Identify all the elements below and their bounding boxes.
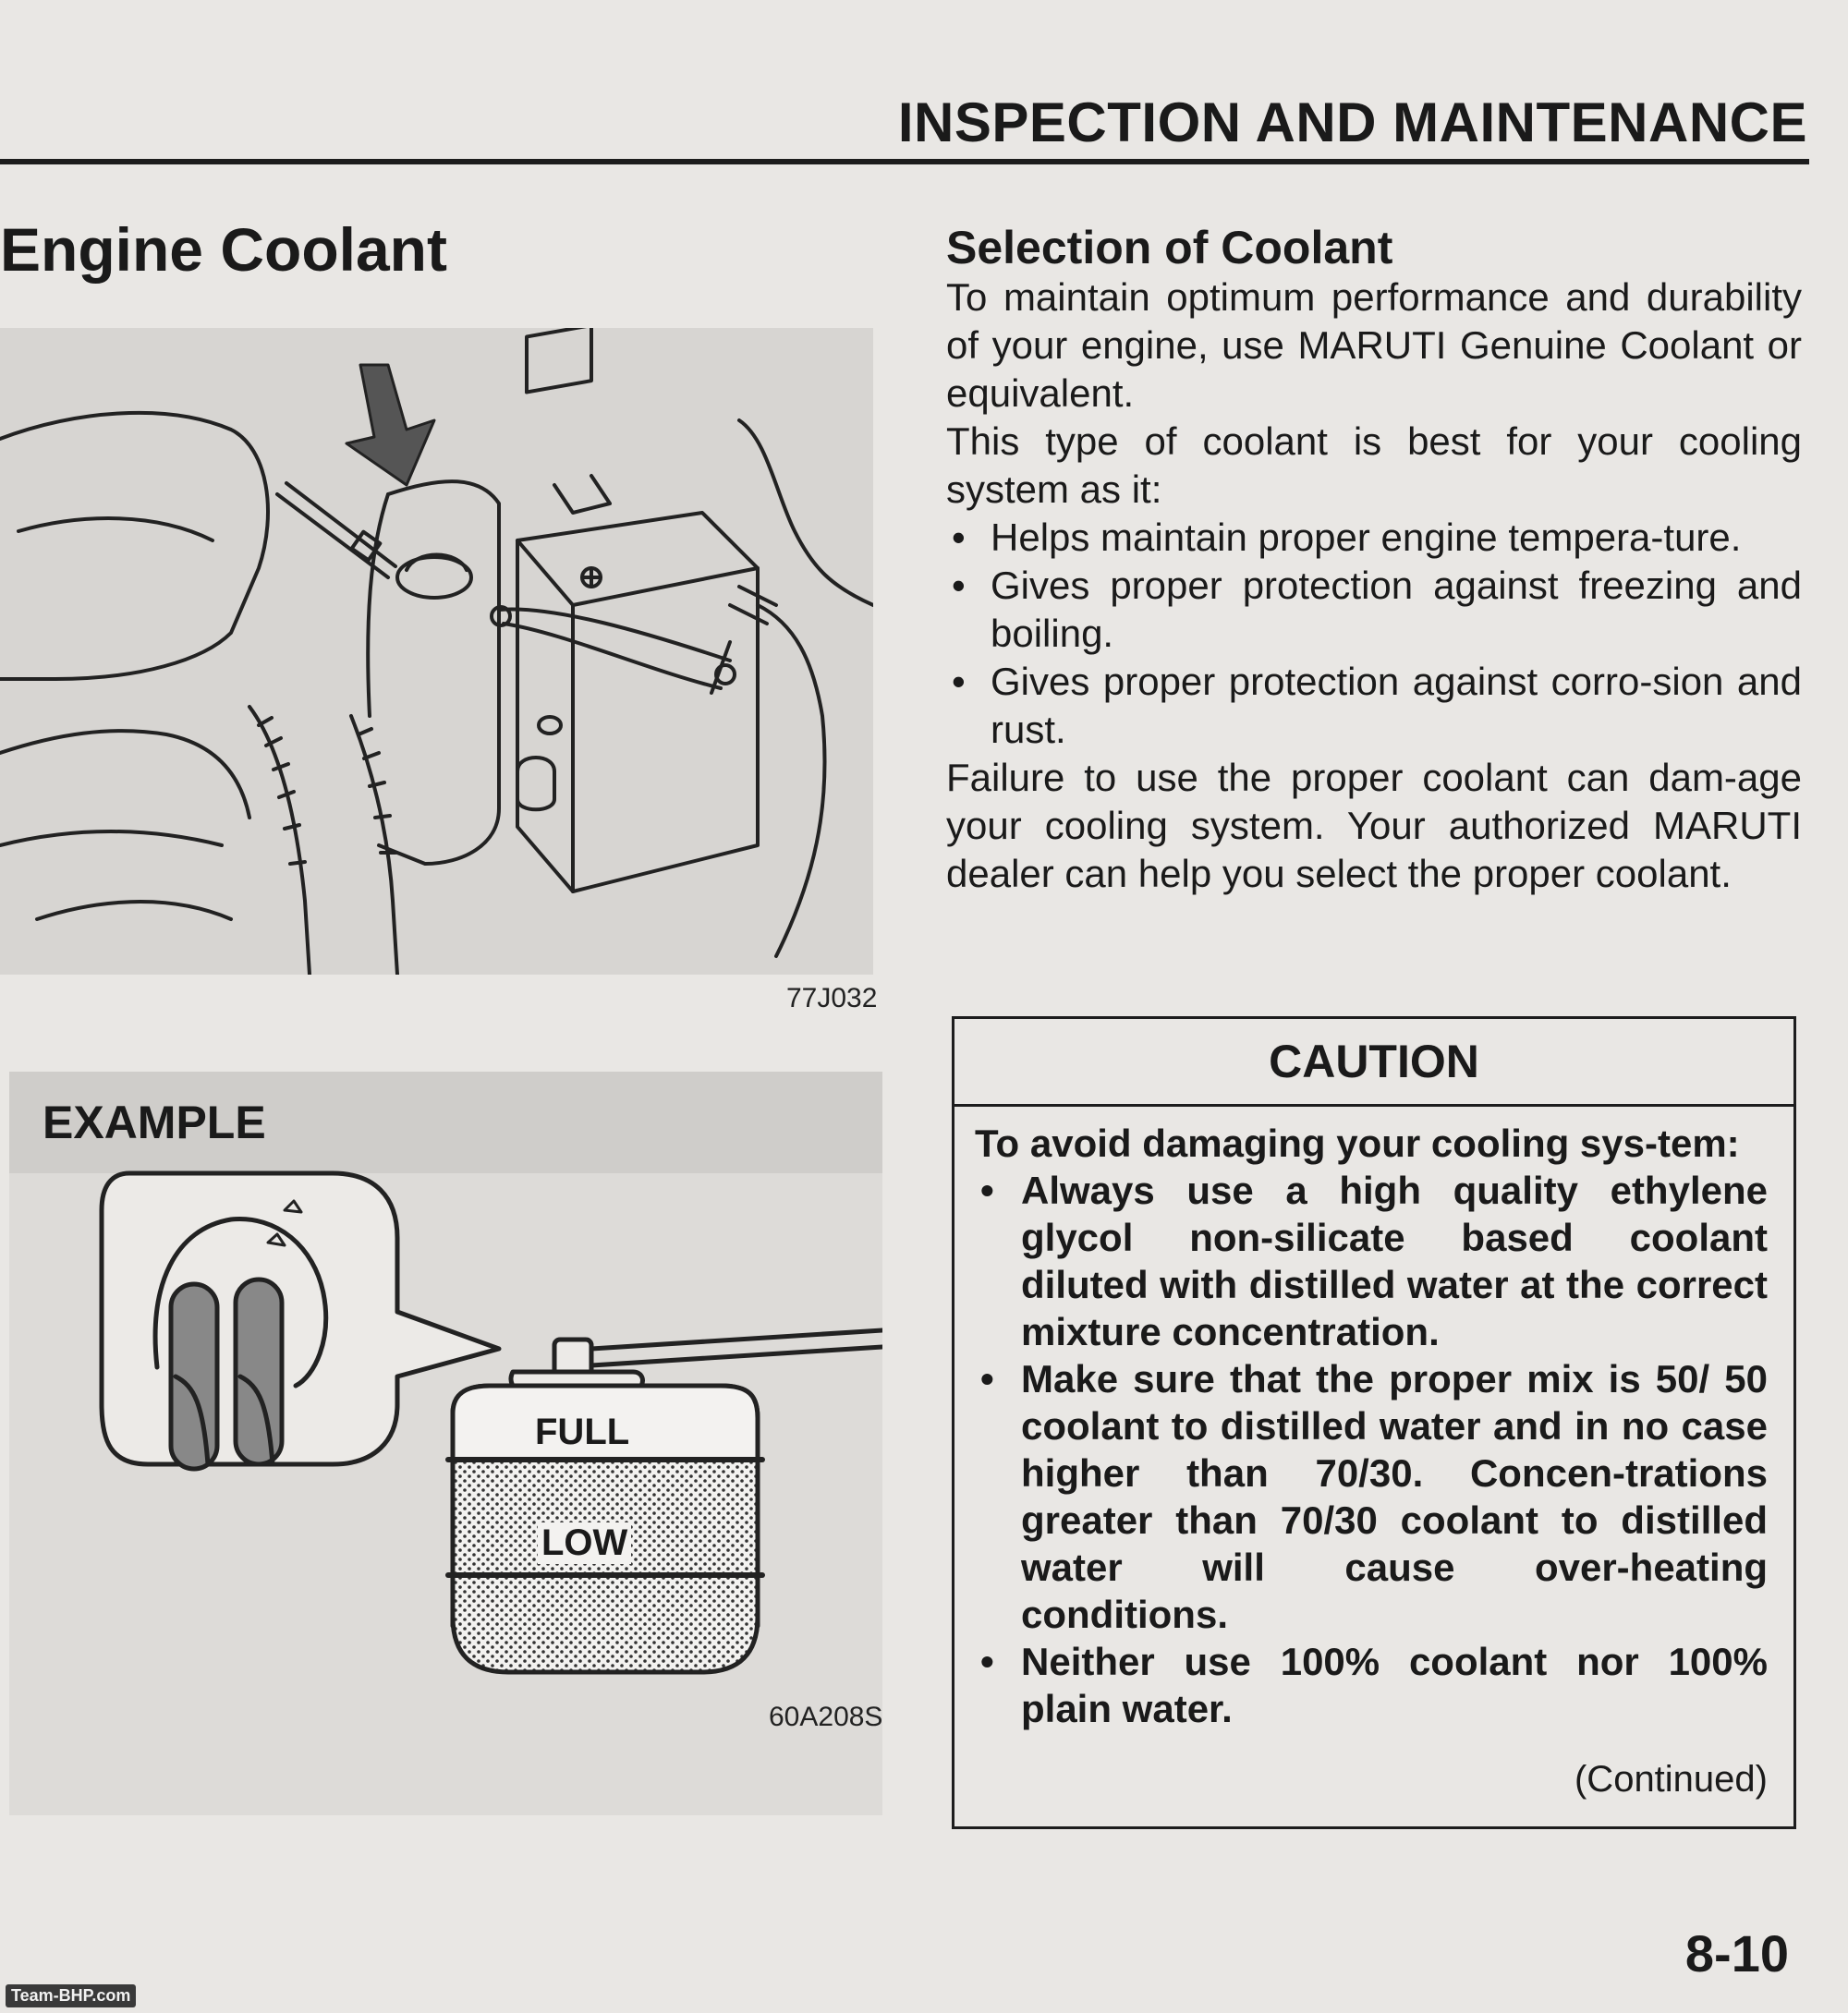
coolant-type-paragraph: This type of coolant is best for your cooling system as it: — [946, 419, 1802, 511]
low-level-label: LOW — [538, 1522, 631, 1564]
caution-box — [952, 1016, 1796, 1829]
full-level-label: FULL — [531, 1412, 633, 1453]
list-item: • Always use a high quality ethylene glycol non-silicate based coolant diluted with distilled water at the correct mixture concentration. — [975, 1167, 1768, 1355]
list-item: • Neither use 100% coolant nor 100% plain water. — [975, 1638, 1768, 1732]
example-title: EXAMPLE — [43, 1097, 266, 1148]
site-watermark: Team-BHP.com — [6, 1984, 136, 2007]
header-rule — [0, 159, 1809, 164]
list-item: • Gives proper protection against corro-sion and rust. — [946, 658, 1802, 754]
figure1-code: 77J032 — [786, 983, 878, 1013]
benefit-list — [946, 514, 1802, 754]
page-header-title: INSPECTION AND MAINTENANCE — [897, 91, 1807, 153]
intro-paragraph: To maintain optimum performance and durability of your engine, use MARUTI Genuine Coolant or equivalent. — [946, 275, 1802, 415]
reservoir-example-illustration — [9, 1072, 882, 1815]
list-item: • Gives proper protection against freezing and boiling. — [946, 562, 1802, 658]
caution-intro: To avoid damaging your cooling sys-tem: — [975, 1122, 1740, 1165]
section-title: Engine Coolant — [0, 215, 447, 284]
failure-paragraph: Failure to use the proper coolant can dam-age your cooling system. Your authorized MARUTI dealer can help you select the proper coolant. — [946, 756, 1802, 895]
caution-heading: CAUTION — [954, 1019, 1793, 1107]
caution-body — [954, 1107, 1793, 1732]
page-number: 8-10 — [1684, 1924, 1789, 1983]
list-item: • Helps maintain proper engine tempera-ture. — [946, 514, 1802, 562]
figure2-code: 60A208S — [769, 1702, 883, 1732]
selection-subtitle: Selection of Coolant — [946, 222, 1393, 273]
list-item: • Make sure that the proper mix is 50/ 50 coolant to distilled water and in no case higher than 70/30. Concen-trations greater than 70/30 coolant to distilled water will cause over-heating conditions. — [975, 1355, 1768, 1638]
engine-bay-illustration — [0, 328, 873, 975]
continued-note: (Continued) — [1574, 1759, 1768, 1800]
selection-of-coolant-section — [946, 222, 1802, 898]
caution-list — [975, 1167, 1768, 1732]
